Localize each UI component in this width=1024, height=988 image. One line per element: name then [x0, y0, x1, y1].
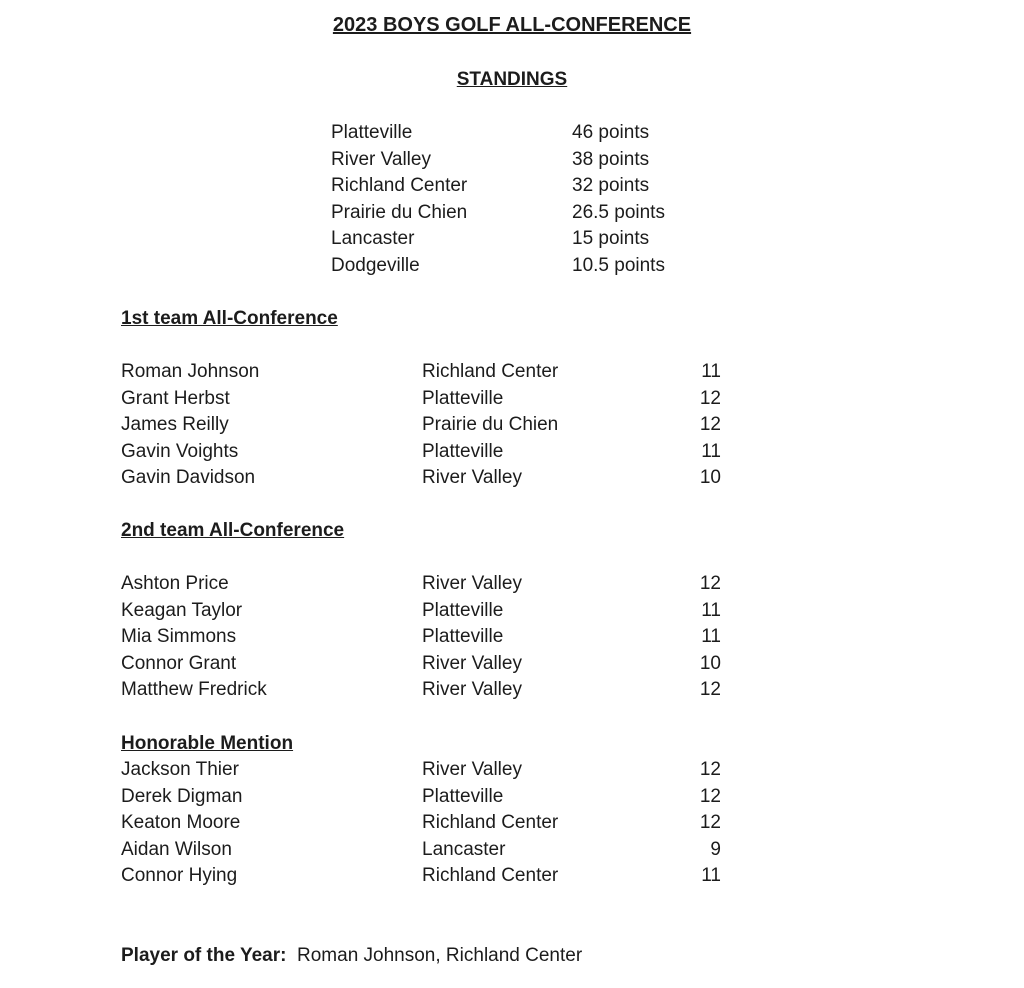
player-of-the-year-label: Player of the Year:	[121, 945, 287, 966]
player-of-the-year	[121, 943, 582, 969]
team-name: Prairie du Chien	[331, 201, 468, 223]
honorable-mention-list	[121, 757, 741, 890]
standings-heading: STANDINGS	[456, 69, 568, 90]
team-name: Richland Center	[331, 175, 468, 196]
standings-table	[331, 120, 731, 279]
player-school: Platteville	[422, 387, 504, 409]
second-team-heading: 2nd team All-Conference	[121, 520, 345, 541]
player-name: Jackson Thier	[121, 759, 239, 780]
player-name: James Reilly	[121, 414, 229, 435]
team-points: 26.5 points	[572, 201, 665, 223]
team-points: 38 points	[572, 148, 650, 170]
player-row	[121, 359, 741, 386]
player-grade: 11	[701, 626, 721, 647]
standings-row	[331, 253, 731, 280]
player-school: Platteville	[422, 626, 504, 647]
first-team-list	[121, 359, 741, 492]
player-school: River Valley	[422, 652, 522, 674]
player-grade: 12	[699, 573, 721, 594]
player-name: Roman Johnson	[121, 361, 260, 382]
team-points: 10.5 points	[572, 254, 665, 276]
player-school: Richland Center	[422, 865, 559, 886]
player-grade: 11	[701, 361, 721, 382]
player-row	[121, 465, 741, 492]
player-row	[121, 784, 741, 811]
player-row	[121, 810, 741, 837]
player-grade: 11	[701, 440, 721, 462]
player-grade: 9	[710, 838, 721, 860]
team-name: Lancaster	[331, 228, 415, 249]
team-points: 46 points	[572, 122, 650, 143]
team-name: Dodgeville	[331, 254, 420, 276]
standings-row	[331, 226, 731, 253]
player-school: Richland Center	[422, 361, 559, 382]
player-name: Matthew Fredrick	[121, 679, 267, 700]
player-row	[121, 412, 741, 439]
player-name: Grant Herbst	[121, 387, 230, 409]
player-name: Keaton Moore	[121, 812, 241, 833]
player-row	[121, 757, 741, 784]
standings-row	[331, 200, 731, 227]
player-row	[121, 863, 741, 890]
player-school: Richland Center	[422, 812, 559, 833]
player-grade: 12	[699, 759, 721, 780]
player-name: Connor Grant	[121, 652, 237, 674]
player-school: Platteville	[422, 599, 504, 621]
player-grade: 12	[699, 679, 721, 700]
player-row	[121, 571, 741, 598]
player-grade: 11	[701, 865, 721, 886]
player-row	[121, 837, 741, 864]
player-grade: 10	[699, 652, 721, 674]
player-name: Keagan Taylor	[121, 599, 243, 621]
player-name: Gavin Voights	[121, 440, 239, 462]
player-name: Gavin Davidson	[121, 467, 256, 488]
player-school: Lancaster	[422, 838, 506, 860]
team-name: Platteville	[331, 122, 413, 143]
standings-row	[331, 173, 731, 200]
player-name: Derek Digman	[121, 785, 243, 807]
player-name: Aidan Wilson	[121, 838, 232, 860]
player-row	[121, 677, 741, 704]
player-school: River Valley	[422, 573, 522, 594]
player-row	[121, 624, 741, 651]
player-row	[121, 439, 741, 466]
player-grade: 12	[699, 387, 721, 409]
player-school: River Valley	[422, 679, 522, 700]
player-school: Prairie du Chien	[422, 414, 559, 435]
player-name: Ashton Price	[121, 573, 229, 594]
player-school: Platteville	[422, 440, 504, 462]
standings-row	[331, 120, 731, 147]
player-grade: 12	[699, 785, 721, 807]
team-points: 15 points	[572, 228, 650, 249]
team-name: River Valley	[331, 148, 431, 170]
standings-row	[331, 147, 731, 174]
player-name: Connor Hying	[121, 865, 238, 886]
player-row	[121, 598, 741, 625]
player-row	[121, 386, 741, 413]
player-school: Platteville	[422, 785, 504, 807]
player-school: River Valley	[422, 759, 522, 780]
player-grade: 12	[699, 414, 721, 435]
player-name: Mia Simmons	[121, 626, 237, 647]
document-title: 2023 BOYS GOLF ALL-CONFERENCE	[332, 14, 692, 36]
player-grade: 11	[701, 599, 721, 621]
player-grade: 10	[699, 467, 721, 488]
team-points: 32 points	[572, 175, 650, 196]
player-of-the-year-value: Roman Johnson, Richland Center	[297, 945, 583, 966]
player-grade: 12	[699, 812, 721, 833]
second-team-list	[121, 571, 741, 704]
honorable-mention-heading: Honorable Mention	[121, 733, 294, 754]
player-row	[121, 651, 741, 678]
player-school: River Valley	[422, 467, 522, 488]
first-team-heading: 1st team All-Conference	[121, 308, 338, 329]
